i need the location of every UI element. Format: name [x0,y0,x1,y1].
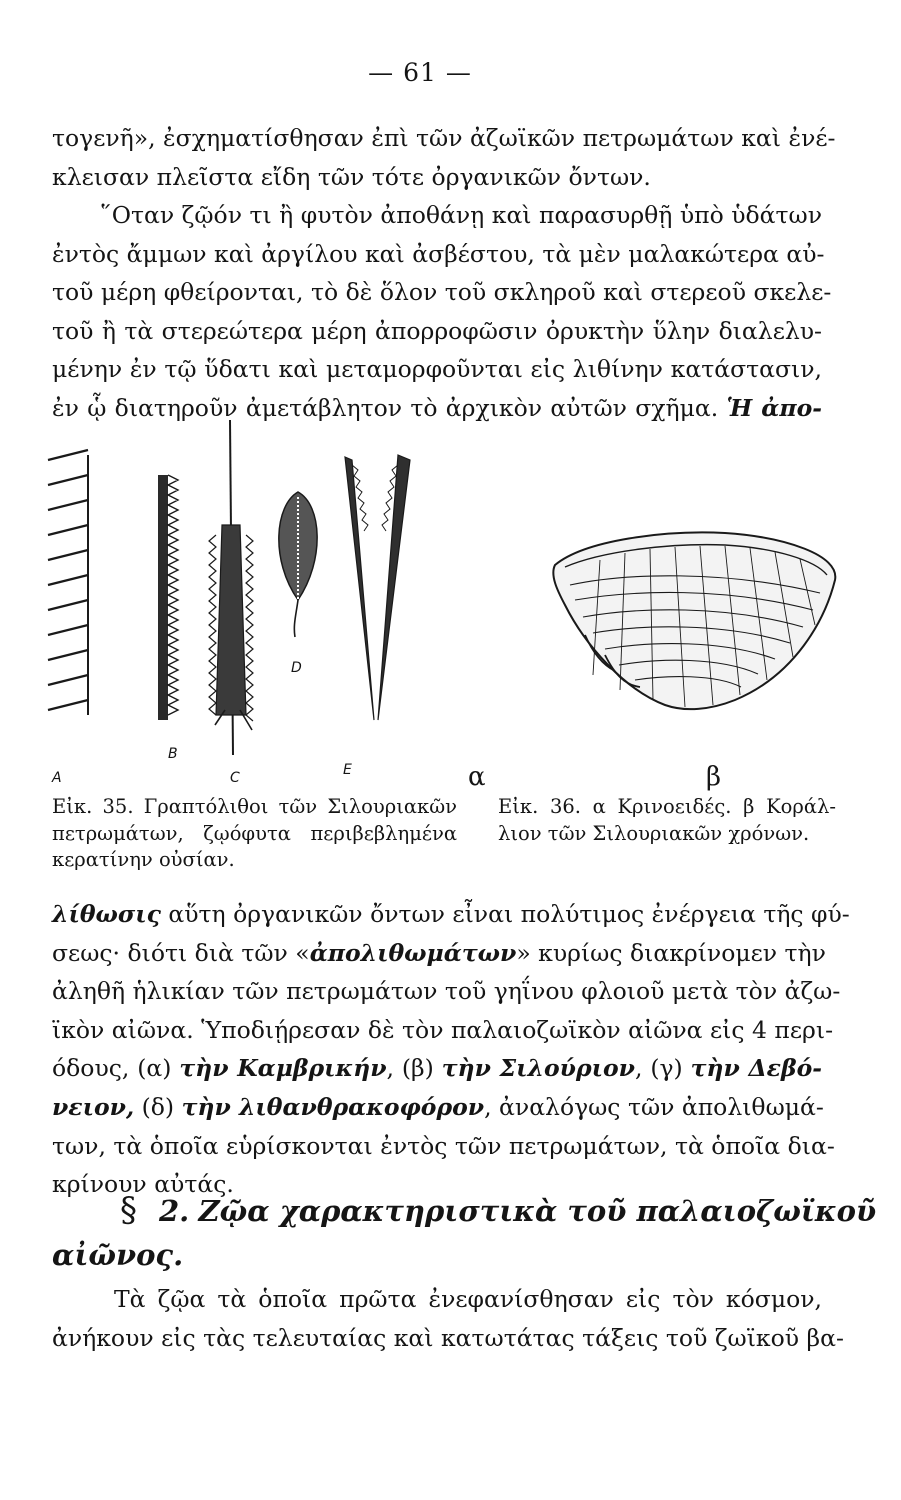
bold-text: Ἡ ἀπο- [726,393,822,422]
specimen-b-body [158,475,168,720]
caption-line: Εἰκ. 35. Γραπτόλιθοι τῶν Σιλουριακῶν [52,795,457,818]
text-fragment: , (γ) [634,1054,691,1083]
figure-35-graptolites [40,415,460,775]
specimen-b-serration [168,475,178,715]
page-number: — 61 — [368,58,472,87]
figure-label-b: B [168,746,178,762]
bold-text: νειον, [52,1092,135,1121]
text-line: ἐντὸς ἄμμων καὶ ἀργίλου καὶ ἀσβέστου, τὰ μὲν μαλακώτερα αὐ- [52,239,825,268]
text-line: τοῦ μέρη φθείρονται, τὸ δὲ ὅλον τοῦ σκληροῦ καὶ στερεοῦ σκελε- [52,278,832,307]
text-line: τοῦ ἢ τὰ στερεώτερα μέρη ἀπορροφῶσιν ὀρυκτὴν ὕλην διαλελυ- [52,316,822,345]
specimen-d-stalk [294,600,298,637]
paragraph-4 [52,1280,844,1357]
specimen-a-teeth [48,450,88,710]
figure-label-a: A [52,770,62,786]
caption-line: κερατίνην οὐσίαν. [52,848,235,871]
bold-text: τὴν λιθανθρακοφόρον [181,1092,485,1121]
caption-line: λιον τῶν Σιλουριακῶν χρόνων. [498,821,810,845]
paragraph-1 [52,119,836,196]
specimen-c-body [216,525,246,715]
section-symbol: § [120,1190,137,1230]
text-line: ἀληθῆ ἡλικίαν τῶν πετρωμάτων τοῦ γηΐνου φλοιοῦ μετὰ τὸν ἀζω- [52,977,841,1006]
figure-label-c: C [230,770,240,786]
caption-line: Εἰκ. 36. α Κρινοειδές. β Κοράλ- [498,795,836,818]
text-line: ἀνήκουν εἰς τὰς τελευταίας καὶ κατωτάτας τάξεις τοῦ ζωϊκοῦ βα- [52,1323,844,1352]
bold-text: τὴν Σιλούριον [441,1054,635,1083]
specimen-e-blade-right [378,455,410,720]
figure-label-alpha: α [468,762,486,792]
text-line: ϊκὸν αἰῶνα. Ὑποδιῄρεσαν δὲ τὸν παλαιοζωϊκὸν αἰῶνα εἰς 4 περι- [52,1015,834,1044]
text-line: των, τὰ ὁποῖα εὑρίσκονται ἐντὸς τῶν πετρωμάτων, τὰ ὁποῖα δια- [52,1131,835,1160]
text-fragment: » κυρίως διακρίνομεν τὴν [516,938,826,967]
figure-36-caption [498,794,836,847]
section-title: Ζῷα χαρακτηριστικὰ τοῦ παλαιοζωϊκοῦ [198,1194,877,1228]
figure-label-beta: β [706,762,722,792]
section-heading-line [52,1188,877,1233]
text-line: ῞Οταν ζῷόν τι ἢ φυτὸν ἀποθάνῃ καὶ παρασυρθῇ ὑπὸ ὑδάτων [100,201,822,229]
text-line: Τὰ ζῷα τὰ ὁποῖα πρῶτα ἐνεφανίσθησαν εἰς τὸν κόσμον, [114,1285,822,1313]
figure-35-caption [52,794,457,874]
bold-text: τὴν Καμβρικήν [179,1054,387,1083]
figure-36-coral [545,525,850,725]
text-line: κρίνουν αὐτάς. [52,1170,234,1199]
text-line [52,895,850,934]
text-fragment: (δ) [134,1092,182,1121]
text-fragment: , ἀναλόγως τῶν ἀπολιθωμά- [484,1092,824,1121]
figure-label-d: D [291,660,302,676]
specimen-e-teeth [352,465,398,531]
figure-label-e: E [343,762,352,778]
paragraph-2 [52,196,832,428]
text-line [52,1049,822,1088]
text-fragment: όδους, (α) [52,1054,180,1083]
section-heading-line: αἰῶνος. [52,1238,184,1272]
text-fragment: , (β) [386,1054,442,1083]
section-number: 2. [159,1194,190,1228]
text-line: τογενῆ», ἐσχηματίσθησαν ἐπὶ τῶν ἀζωϊκῶν πετρωμάτων καὶ ἐνέ- [52,124,836,152]
caption-line: πετρωμάτων, ζῳόφυτα περιβεβλημένα [52,821,457,845]
text-line: κλεισαν πλεῖστα εἴδη τῶν τότε ὀργανικῶν ὄντων. [52,162,651,191]
section-heading [52,1188,877,1277]
text-fragment: σεως· διότι διὰ τῶν « [52,938,310,967]
bold-text: ἀπολιθωμάτων [309,938,517,967]
coral-outline [553,532,835,709]
bold-text: λίθωσις [52,900,161,928]
text-line [52,934,826,973]
bold-text: τὴν Δεβό- [690,1054,822,1083]
text-fragment: αὕτη ὀργανικῶν ὄντων εἶναι πολύτιμος ἐνέργεια τῆς φύ- [160,900,850,928]
text-line [52,1088,822,1127]
text-line: μένην ἐν τῷ ὕδατι καὶ μεταμορφοῦνται εἰς λιθίνην κατάστασιν, [52,355,822,384]
paragraph-3 [52,895,850,1204]
text-fragment: ἐν ᾧ διατηροῦν ἀμετάβλητον τὸ ἀρχικὸν αὐτῶν σχῆμα. [52,393,719,422]
